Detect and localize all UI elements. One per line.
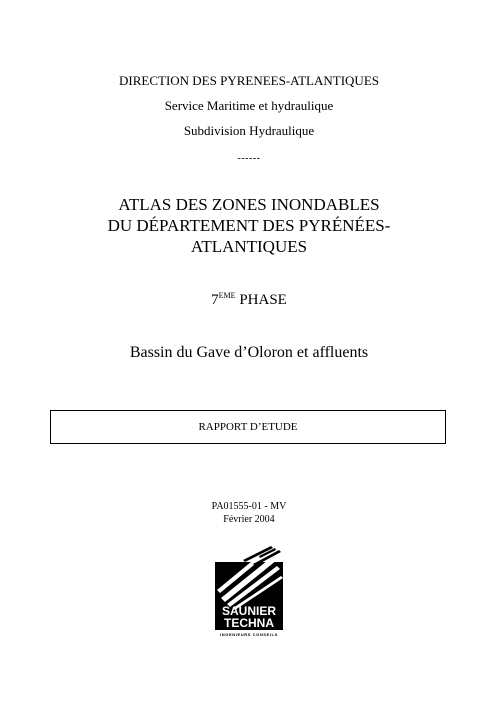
logo-graphic [213,546,285,638]
separator: ------ [237,153,261,164]
title-line-3: ATLANTIQUES [190,237,308,256]
saunier-techna-logo [213,546,285,638]
subdivision-heading: Subdivision Hydraulique [183,123,315,138]
direction-heading: DIRECTION DES PYRENEES-ATLANTIQUES [119,73,379,88]
bassin-heading: Bassin du Gave d’Oloron et affluents [129,344,369,361]
phase-number: 7 [211,292,219,308]
phase-heading [0,292,498,308]
reference-date: Février 2004 [223,514,275,525]
title-line-2: DU DÉPARTEMENT DES PYRÉNÉES- [107,216,391,235]
phase-label: PHASE [239,292,287,308]
logo-word-2: TECHNA [224,616,274,630]
logo-word-1: SAUNIER [221,604,277,618]
service-heading: Service Maritime et hydraulique [164,98,334,113]
report-box [50,410,446,444]
logo-tagline: INGENIEURS CONSEILS [220,632,278,637]
title-line-1: ATLAS DES ZONES INONDABLES [118,195,380,214]
report-label: RAPPORT D’ETUDE [198,421,298,433]
reference-code: PA01555-01 - MV [211,501,287,512]
phase-suffix: EME [218,291,236,300]
